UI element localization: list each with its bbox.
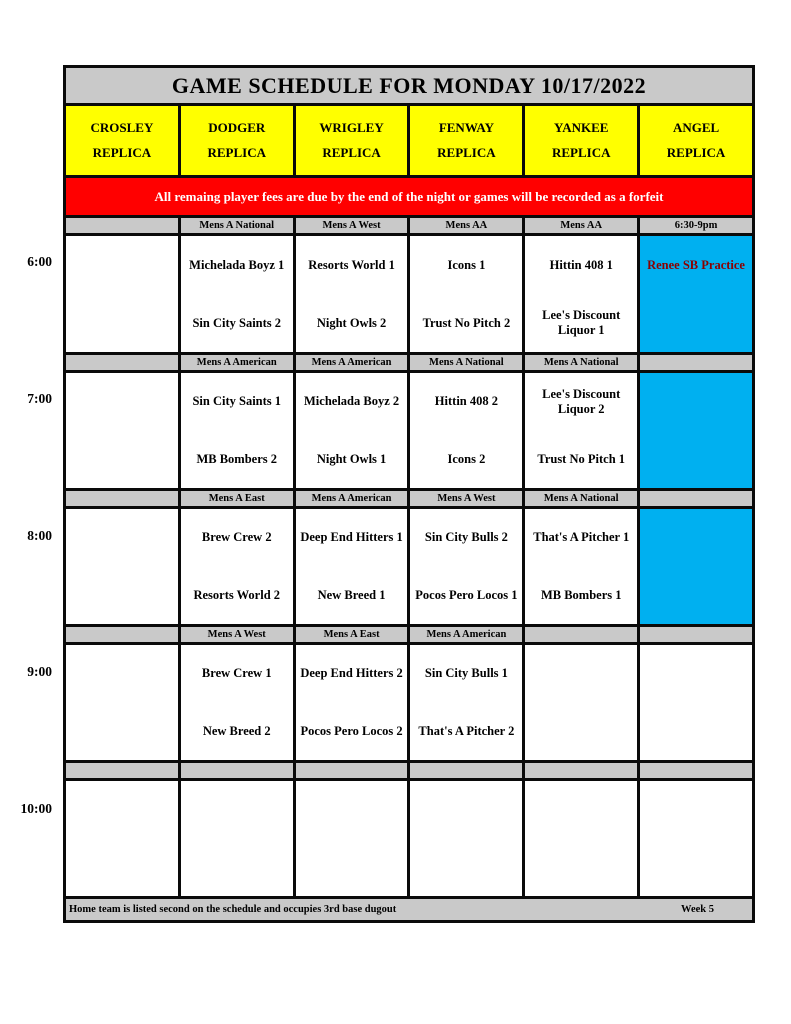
division-header [525, 627, 640, 642]
away-team [410, 781, 522, 839]
home-team [525, 703, 637, 761]
home-team [66, 703, 178, 761]
field-type: REPLICA [92, 144, 152, 160]
away-team: Sin City Bulls 2 [424, 530, 508, 545]
page-title: GAME SCHEDULE FOR MONDAY 10/17/2022 [66, 68, 752, 106]
field-yankee [525, 106, 640, 175]
field-type: REPLICA [551, 144, 611, 160]
field-fenway [410, 106, 525, 175]
away-team: Icons 1 [447, 257, 486, 272]
division-header: Mens A National [525, 355, 640, 370]
division-header [640, 355, 752, 370]
field-wrigley [296, 106, 411, 175]
away-team: Hittin 408 2 [434, 394, 498, 409]
division-row-1000 [66, 763, 752, 781]
division-header: Mens A West [181, 627, 296, 642]
division-header [66, 491, 181, 506]
home-team [640, 294, 752, 352]
home-team: New Breed 2 [202, 723, 271, 738]
division-row-700 [66, 355, 752, 373]
game-row-700 [66, 373, 752, 491]
game-cell [410, 509, 525, 624]
division-header: Mens A National [181, 218, 296, 233]
game-cell [640, 781, 752, 896]
away-team [525, 781, 637, 839]
away-team [640, 509, 752, 567]
home-team: Pocos Pero Locos 2 [300, 723, 403, 738]
time-label-9: 9:00 [27, 664, 52, 679]
game-cell [296, 236, 411, 352]
away-team [66, 373, 178, 431]
game-row-800 [66, 509, 752, 627]
field-type: REPLICA [207, 144, 266, 160]
game-cell [181, 509, 296, 624]
division-row-600 [66, 218, 752, 236]
division-header [66, 627, 181, 642]
home-team [66, 431, 178, 489]
game-cell [525, 509, 640, 624]
time-label-10: 10:00 [20, 801, 52, 816]
away-team [66, 781, 178, 839]
game-cell [181, 236, 296, 352]
division-row-900 [66, 627, 752, 645]
home-team [66, 839, 178, 897]
division-header: Mens A National [525, 491, 640, 506]
division-header [640, 763, 752, 778]
home-team: New Breed 1 [317, 587, 386, 602]
home-team: Sin City Saints 2 [192, 315, 282, 330]
week-label: Week 5 [681, 904, 714, 915]
game-cell [296, 373, 411, 488]
game-cell [181, 781, 296, 896]
division-header [66, 218, 181, 233]
game-cell [410, 645, 525, 760]
home-team-note: Home team is listed second on the schedule and occupies 3rd base dugout [69, 904, 397, 915]
division-header: Mens A East [296, 627, 411, 642]
away-team [640, 781, 752, 839]
away-team [525, 645, 637, 703]
footer-bar [66, 899, 752, 920]
home-team [296, 839, 408, 897]
field-name: YANKEE [554, 120, 609, 136]
home-team: MB Bombers 1 [540, 587, 622, 602]
home-team [525, 839, 637, 897]
division-header: Mens A National [410, 355, 525, 370]
game-cell [181, 373, 296, 488]
home-team: Icons 2 [447, 451, 486, 466]
field-angel [640, 106, 752, 175]
practice-label: Renee SB Practice [647, 257, 745, 272]
away-team: Lee's Discount Liquor 2 [542, 386, 621, 416]
division-header: Mens AA [410, 218, 525, 233]
field-name: ANGEL [672, 120, 720, 136]
away-team [296, 781, 408, 839]
away-team [66, 509, 178, 567]
field-dodger [181, 106, 296, 175]
home-team [640, 703, 752, 761]
home-team [640, 839, 752, 897]
home-team: Pocos Pero Locos 1 [415, 587, 518, 602]
home-team: Night Owls 1 [316, 451, 387, 466]
division-header [640, 627, 752, 642]
home-team [640, 431, 752, 489]
home-team [181, 839, 293, 897]
game-cell [525, 373, 640, 488]
fees-notice-banner: All remaing player fees are due by the end of the night or games will be recorded as a forfeit [66, 178, 752, 218]
division-header [525, 763, 640, 778]
game-row-600 [66, 236, 752, 355]
away-team: Brew Crew 2 [201, 530, 272, 545]
time-label-7: 7:00 [27, 391, 52, 406]
game-cell [296, 781, 411, 896]
away-team: Michelada Boyz 2 [304, 394, 400, 409]
home-team: Resorts World 2 [193, 587, 281, 602]
away-team: Brew Crew 1 [201, 666, 272, 681]
field-header-row [66, 106, 752, 178]
division-header: Mens A American [181, 355, 296, 370]
away-team: Sin City Saints 1 [192, 394, 282, 409]
game-row-1000 [66, 781, 752, 899]
time-label-8: 8:00 [27, 528, 52, 543]
game-cell [410, 236, 525, 352]
division-header [66, 763, 181, 778]
division-header: Mens A West [296, 218, 411, 233]
home-team: Trust No Pitch 2 [422, 315, 511, 330]
time-label-6: 6:00 [27, 254, 52, 269]
away-team: Resorts World 1 [308, 257, 395, 272]
home-team: Lee's Discount Liquor 1 [542, 308, 621, 337]
away-team [640, 645, 752, 703]
game-cell [410, 373, 525, 488]
practice-cell [640, 236, 752, 352]
division-header [296, 763, 411, 778]
game-cell [66, 373, 181, 488]
division-header [66, 355, 181, 370]
division-header: Mens A American [296, 355, 411, 370]
game-cell [66, 236, 181, 352]
field-name: WRIGLEY [319, 120, 384, 136]
division-header [410, 763, 525, 778]
division-header [181, 763, 296, 778]
field-crosley [66, 106, 181, 175]
away-team: That's A Pitcher 1 [533, 530, 630, 545]
division-header: Mens A West [410, 491, 525, 506]
field-name: FENWAY [438, 120, 494, 136]
division-header: 6:30-9pm [640, 218, 752, 233]
home-team [66, 294, 178, 352]
division-header: Mens A American [296, 491, 411, 506]
game-cell [525, 781, 640, 896]
home-team: Trust No Pitch 1 [537, 451, 626, 466]
game-row-900 [66, 645, 752, 763]
away-team: Hittin 408 1 [549, 257, 613, 272]
division-row-800 [66, 491, 752, 509]
game-cell [66, 509, 181, 624]
schedule-table [63, 65, 755, 923]
game-cell [640, 645, 752, 760]
home-team [410, 839, 522, 897]
game-cell [525, 645, 640, 760]
away-team [640, 373, 752, 431]
practice-cell [640, 373, 752, 488]
home-team: That's A Pitcher 2 [418, 723, 515, 738]
game-cell [66, 781, 181, 896]
practice-cell [640, 509, 752, 624]
home-team: MB Bombers 2 [196, 451, 278, 466]
game-cell [66, 645, 181, 760]
field-type: REPLICA [322, 144, 381, 160]
field-name: DODGER [208, 120, 266, 136]
game-cell [296, 645, 411, 760]
away-team [66, 236, 178, 294]
division-header [640, 491, 752, 506]
field-name: CROSLEY [90, 120, 154, 136]
away-team: Deep End Hitters 1 [300, 530, 403, 545]
field-type: REPLICA [666, 144, 726, 160]
away-team: Michelada Boyz 1 [189, 257, 285, 272]
away-team: Sin City Bulls 1 [424, 666, 508, 681]
field-type: REPLICA [437, 144, 496, 160]
game-cell [296, 509, 411, 624]
game-cell [525, 236, 640, 352]
home-team [66, 567, 178, 625]
home-team: Night Owls 2 [316, 315, 387, 330]
away-team [66, 645, 178, 703]
division-header: Mens AA [525, 218, 640, 233]
home-team [640, 567, 752, 625]
division-header: Mens A East [181, 491, 296, 506]
game-cell [181, 645, 296, 760]
away-team [181, 781, 293, 839]
away-team: Deep End Hitters 2 [300, 666, 403, 681]
division-header: Mens A American [410, 627, 525, 642]
game-cell [410, 781, 525, 896]
